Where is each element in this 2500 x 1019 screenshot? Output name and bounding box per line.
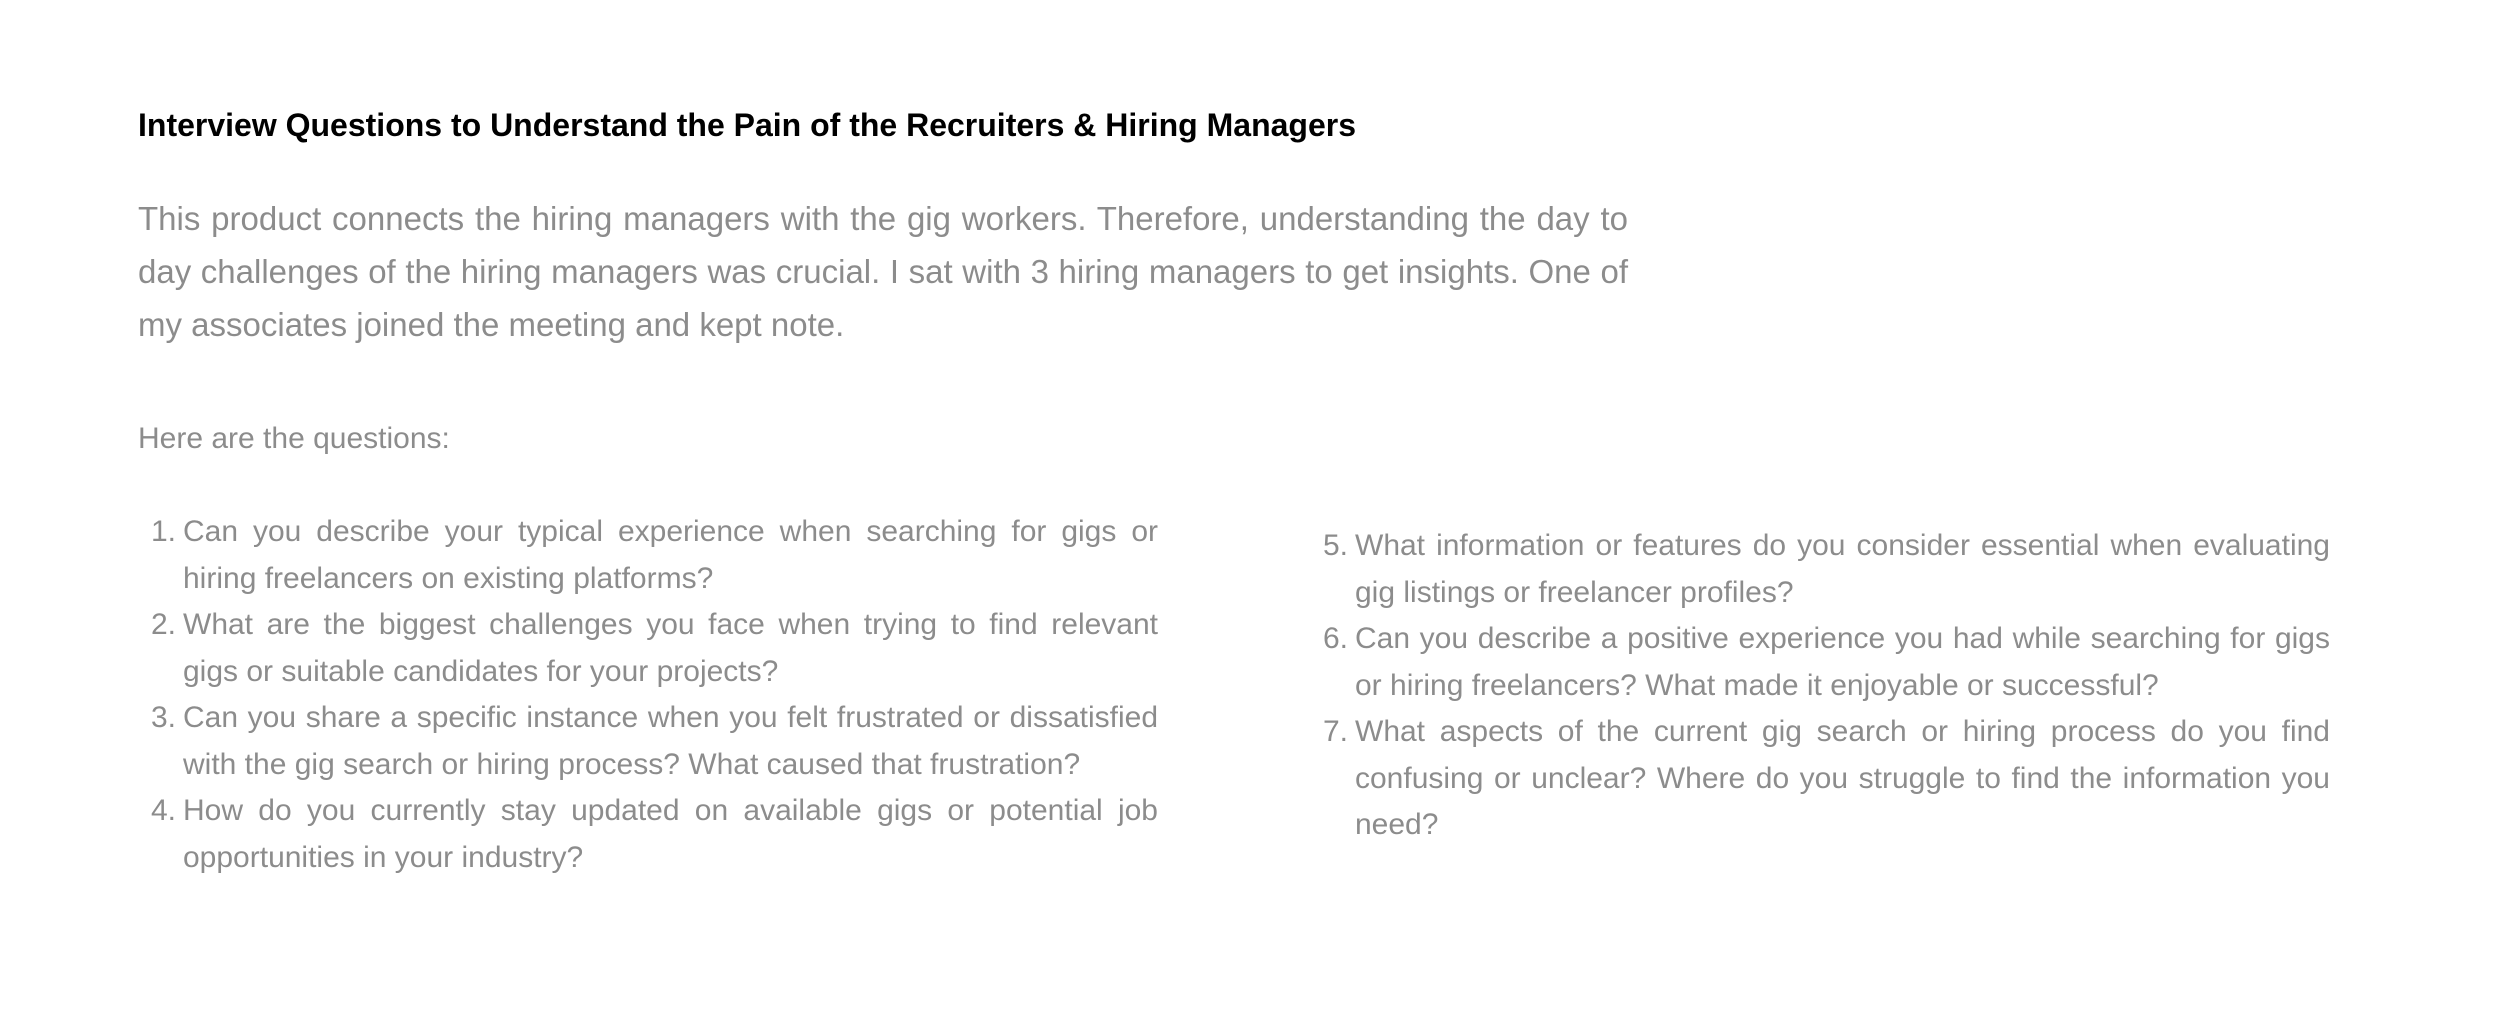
question-number: 1. [150, 515, 176, 548]
question-number: 5. [1322, 529, 1348, 562]
question-number: 6. [1322, 622, 1348, 655]
question-text: What are the biggest challenges you face when trying to find relevant gigs or suitable candidates for your projects? [183, 608, 1158, 688]
question-text: What aspects of the current gig search or hiring process do you find confusing or unclear? Where do you struggle to find the information you need? [1355, 715, 2330, 841]
questions-lead-text: Here are the questions: [138, 422, 450, 455]
question-number: 4. [150, 794, 176, 827]
questions-list-right [1310, 523, 2330, 849]
question-item [1310, 709, 2330, 849]
question-text: What information or features do you consider essential when evaluating gig listings or freelancer profiles? [1355, 529, 2330, 609]
question-number: 2. [150, 608, 176, 641]
question-text: Can you describe a positive experience you had while searching for gigs or hiring freelancers? What made it enjoyable or successful? [1355, 622, 2330, 702]
question-item [1310, 523, 2330, 616]
question-text: How do you currently stay updated on available gigs or potential job opportunities in your industry? [183, 794, 1158, 874]
question-item [138, 788, 1158, 881]
question-item [138, 695, 1158, 788]
question-number: 3. [150, 701, 176, 734]
question-item [138, 509, 1158, 602]
question-text: Can you share a specific instance when you felt frustrated or dissatisfied with the gig search or hiring process? What caused that frustration? [183, 701, 1158, 781]
question-number: 7. [1322, 715, 1348, 748]
question-text: Can you describe your typical experience when searching for gigs or hiring freelancers on existing platforms? [183, 515, 1158, 595]
question-item [138, 602, 1158, 695]
questions-list-left [138, 509, 1158, 881]
page-title: Interview Questions to Understand the Pain of the Recruiters & Hiring Managers [138, 107, 1356, 143]
intro-paragraph: This product connects the hiring managers with the gig workers. Therefore, understanding the day to day challenges of the hiring managers was crucial. I sat with 3 hiring managers to get insights. One of my associates joined the meeting and kept note. [138, 200, 1628, 343]
question-item [1310, 616, 2330, 709]
